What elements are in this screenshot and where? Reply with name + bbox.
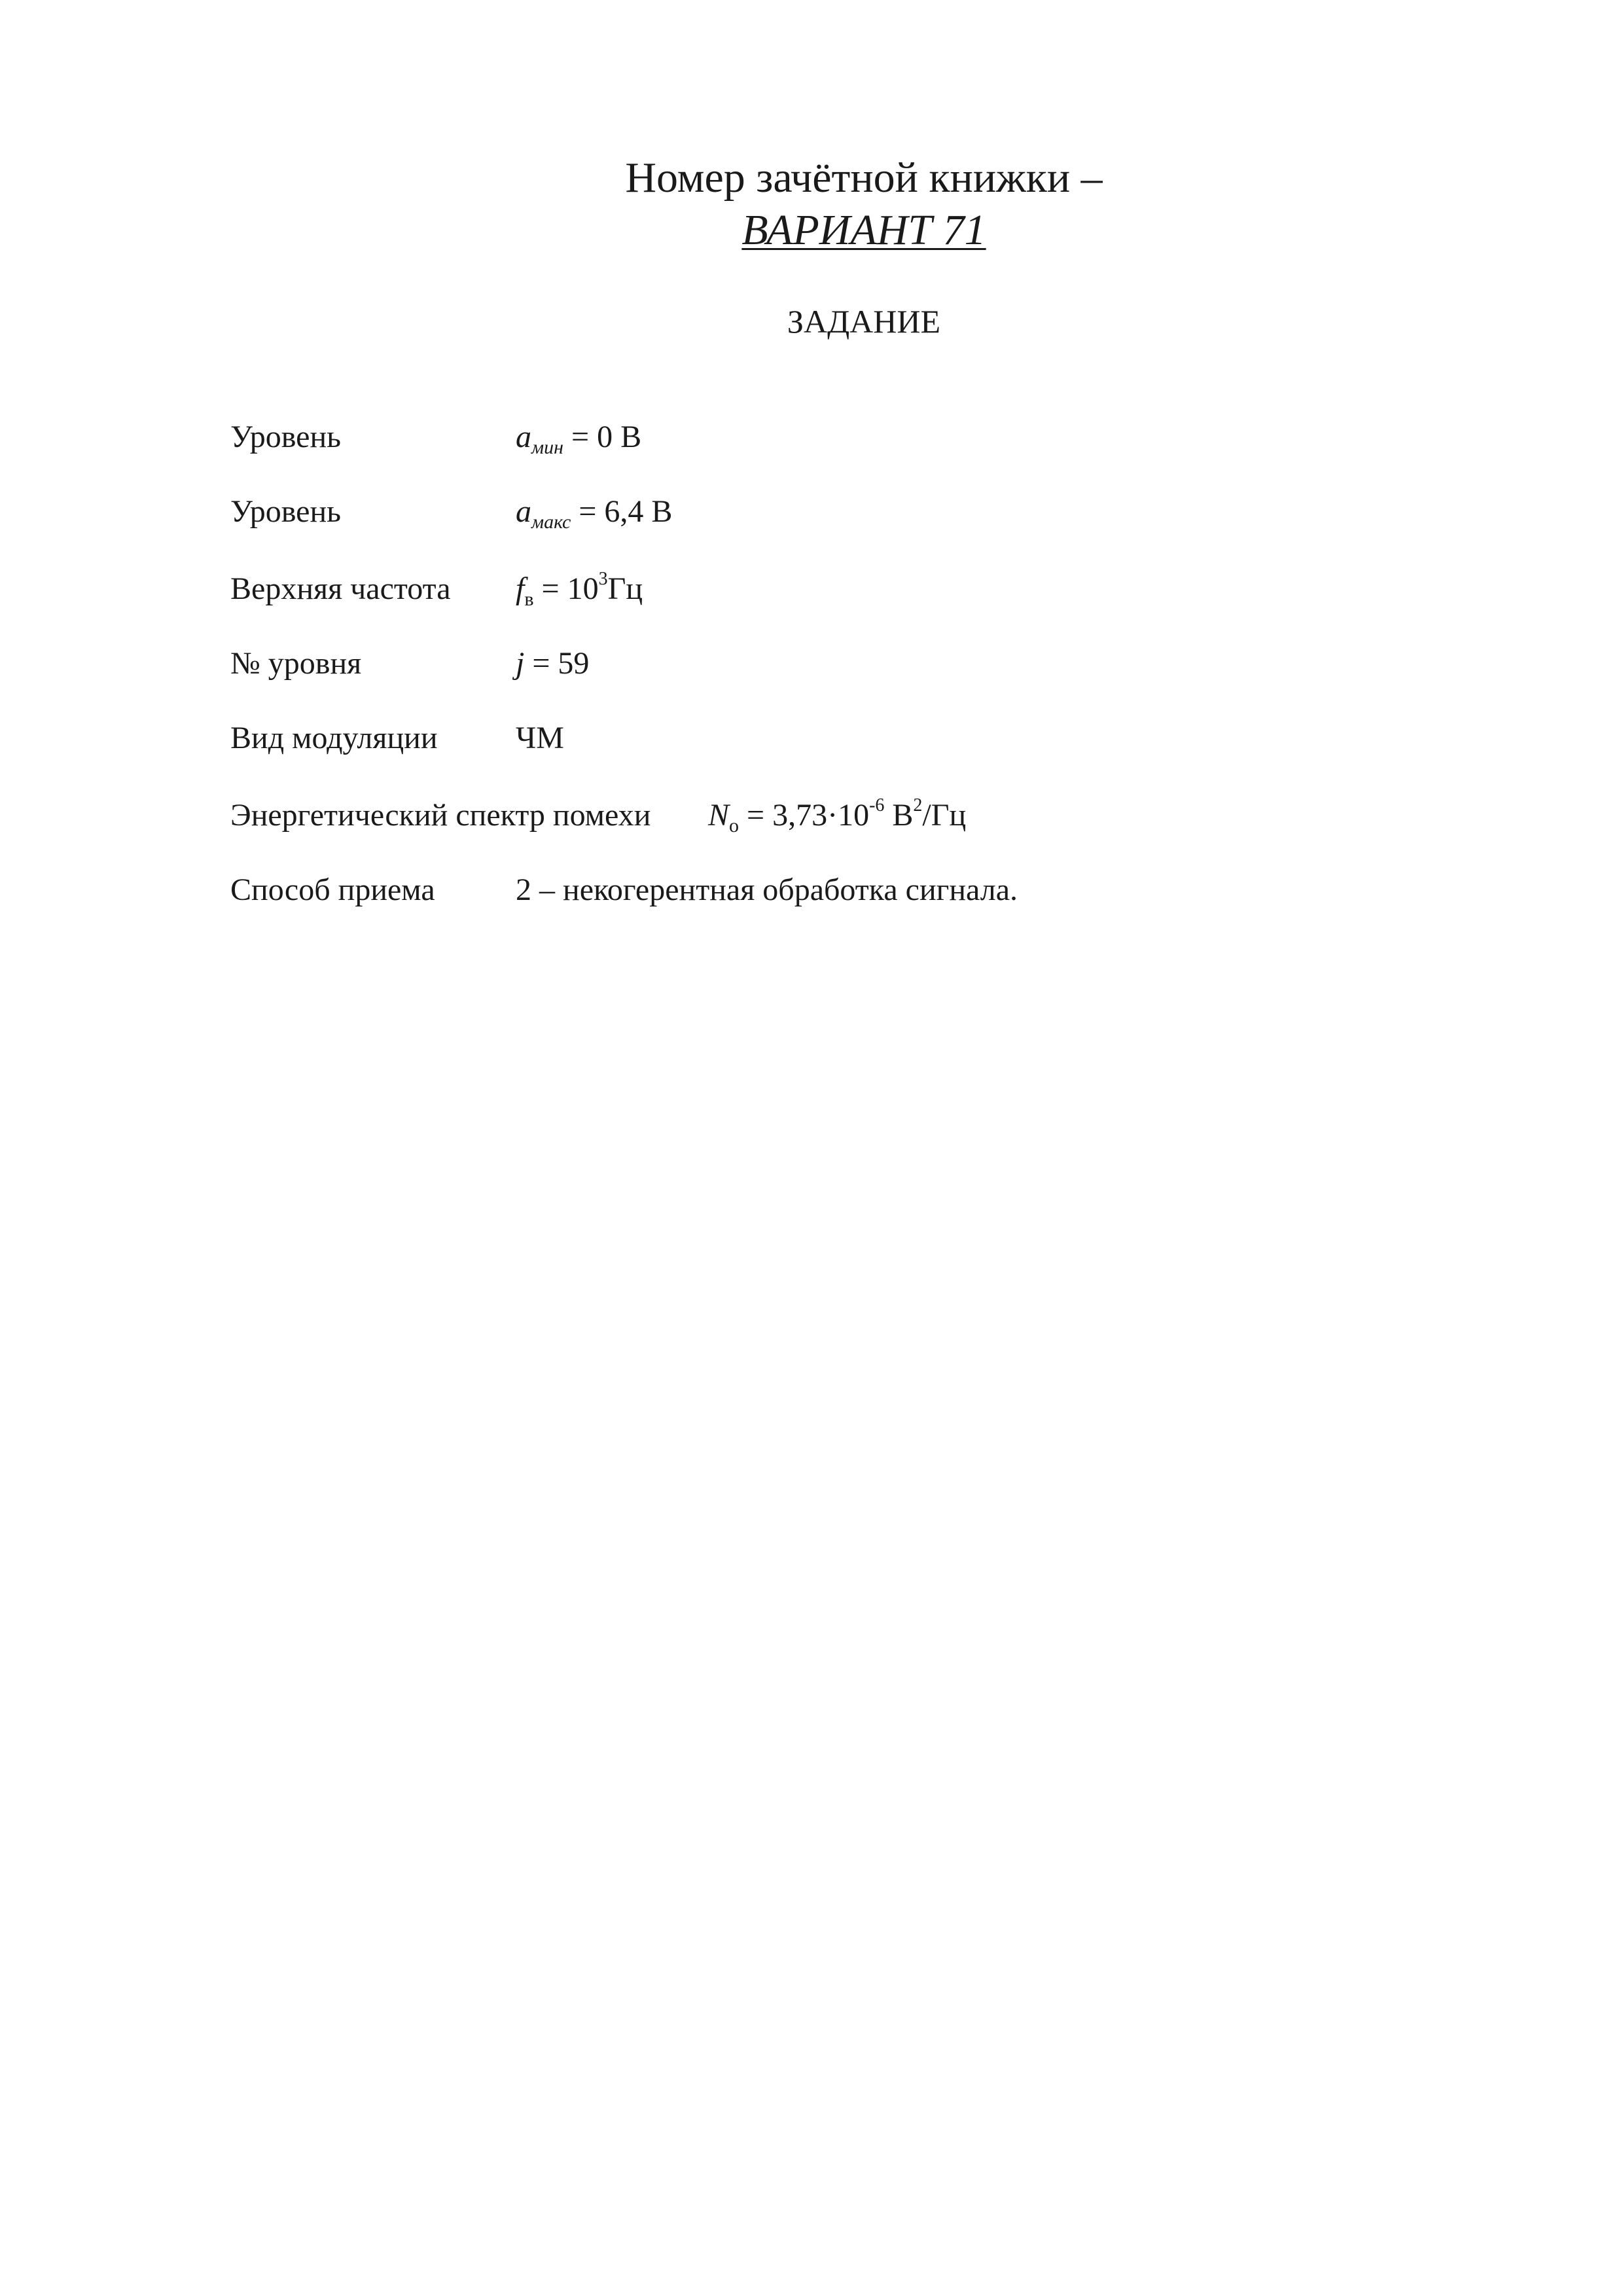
document-header	[0, 152, 1623, 257]
param-value: ЧМ	[516, 721, 564, 755]
param-value: $f_в = 10^3Гц$	[516, 569, 643, 610]
param-row-level-min	[230, 416, 642, 458]
param-label: Вид модуляции	[230, 721, 438, 755]
param-row-noise-spectrum	[230, 795, 967, 836]
param-value: j = 59	[516, 646, 590, 681]
param-value: $a_{мин} = 0$ В	[516, 420, 642, 458]
param-value: $a_{макс} = 6,4$ В	[516, 494, 673, 533]
param-row-level-number	[230, 643, 590, 685]
param-value: 2 – некогерентная обработка сигнала.	[516, 872, 1018, 907]
param-label: Энергетический спектр помехи	[230, 798, 651, 833]
document-title: Номер зачётной книжки –	[625, 154, 1103, 202]
param-label: № уровня	[230, 646, 362, 681]
param-row-upper-frequency	[230, 568, 643, 610]
param-row-level-max	[230, 491, 673, 533]
section-title: ЗАДАНИЕ	[787, 303, 941, 340]
param-label: Уровень	[230, 494, 342, 529]
param-label: Способ приема	[230, 872, 435, 907]
param-label: Верхняя частота	[230, 571, 451, 606]
param-row-reception-method	[230, 869, 1018, 911]
variant-number: ВАРИАНТ 71	[741, 206, 986, 254]
param-label: Уровень	[230, 420, 342, 454]
param-row-modulation	[230, 717, 564, 759]
param-value: $N_о = 3,73\cdot 10^{-6}$ $В^2/Гц$	[708, 795, 967, 836]
